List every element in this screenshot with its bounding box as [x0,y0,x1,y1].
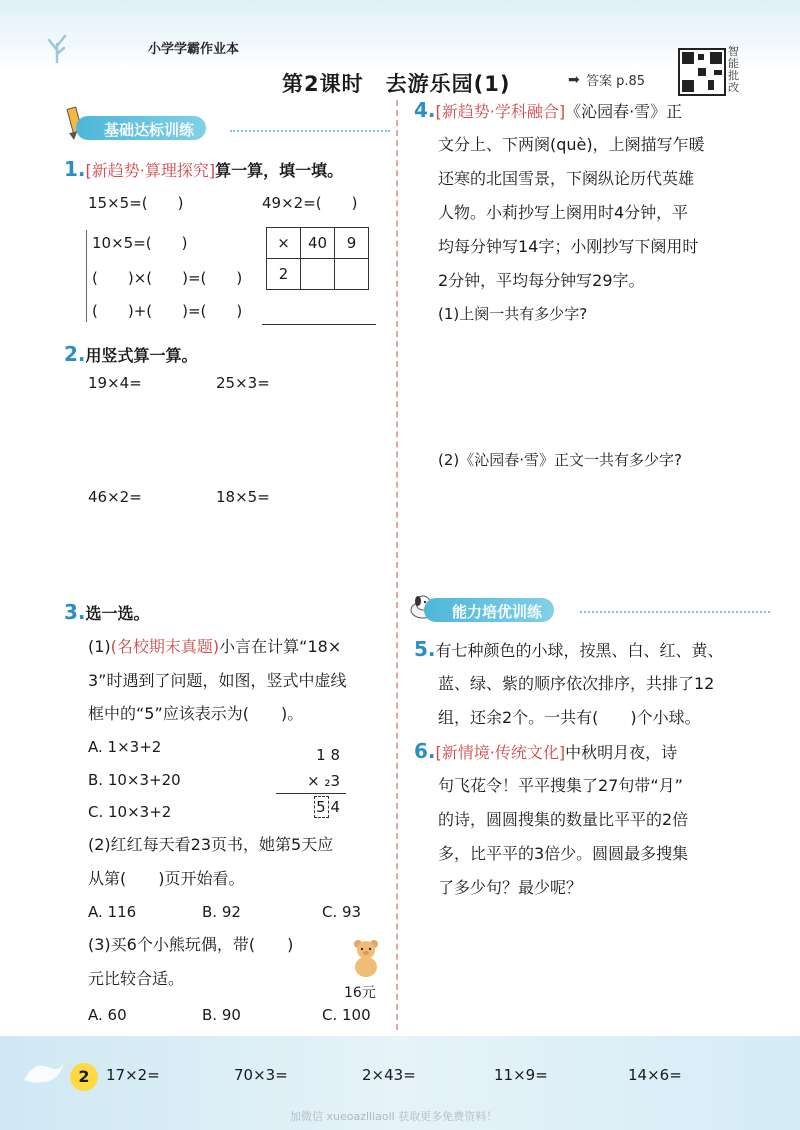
question-number: 2. [64,342,86,366]
section-header-advanced: 能力培优训练 [424,598,554,622]
question-text: 有七种颜色的小球，按黑、白、红、黄、 [435,641,724,660]
table-cell: × [267,228,301,259]
teddy-bear-icon [350,938,382,978]
calc-item: 46×2= [88,488,142,506]
question-number: 3. [64,600,86,624]
question-line: 人物。小莉抄写上阕用时4分钟，平 [438,203,689,222]
question-line: 的诗，圆圆搜集的数量比平平的2倍 [438,810,689,829]
sub-question: (1)上阕一共有多少字? [438,305,588,323]
calc-item: ( )+( )=( ) [92,302,243,320]
question-number: 1. [64,157,86,181]
question-line: 了多少句？最少呢？ [438,878,583,897]
vertical-calculation [276,742,346,820]
question-line: 组，还余2个。一共有( )个小球。 [438,708,701,727]
question-line: 句飞花令！平平搜集了27句带“月” [438,776,683,795]
option-c[interactable]: C. 10×3+2 [88,803,172,821]
question-line: (2)红红每天看23页书，她第5天应 [88,835,334,854]
question-line: 2分钟，平均每分钟写29字。 [438,271,645,290]
qr-caption: 智能批改 [728,45,739,94]
question-text: 《沁园春·雪》正 [565,102,683,121]
question-3 [64,596,150,630]
question-tag: [新趋势·学科融合] [435,102,566,121]
question-line: 蓝、绿、紫的顺序依次排序，共排了12 [438,674,715,693]
footer-calc: 14×6= [628,1066,682,1084]
question-tag: [新趋势·算理探究] [85,161,216,180]
calc-item: ( )×( )=( ) [92,269,243,287]
calc-item: 49×2=( ) [262,194,358,212]
option-b[interactable]: B. 92 [202,903,241,921]
question-line: 多，比平平的3倍少。圆圆最多搜集 [438,844,689,863]
footer-calc: 17×2= [106,1066,160,1084]
lesson-title: 第2课时 去游乐园(1) [282,72,511,96]
calc-item: 19×4= [88,374,142,392]
question-line: (3)买6个小熊玩偶，带( ) [88,935,294,954]
bird-decoration-icon [20,1050,66,1094]
question-number: 6. [414,739,436,763]
arrow-right-icon: ➡ [568,72,580,88]
watermark: 加微信 xueoazlliaoll 获取更多免费资料！ [290,1110,498,1123]
dashed-highlight-box [314,796,329,818]
sub-number: (1) [88,637,111,656]
question-text: 中秋明月夜，诗 [565,743,678,762]
multiplication-table [266,227,369,290]
option-a[interactable]: A. 60 [88,1006,127,1024]
qr-code-icon[interactable] [678,48,726,96]
question-text: 小言在计算“18× [219,637,342,656]
question-line: 框中的“5”应该表示为( )。 [88,704,304,723]
vert-row: × ₂3 [276,768,346,794]
tree-decoration-icon [40,30,74,68]
option-a[interactable]: A. 116 [88,903,137,921]
option-a[interactable]: A. 1×3+2 [88,738,162,756]
question-line: 3”时遇到了问题，如图，竖式中虚线 [88,671,347,690]
calc-item: 25×3= [216,374,270,392]
column-divider [396,100,398,1030]
section-header-basic: 基础达标训练 [76,116,206,140]
vert-row: 1 8 [316,746,340,764]
option-c[interactable]: C. 100 [322,1006,371,1024]
footer-calc: 70×3= [234,1066,288,1084]
question-number: 5. [414,637,436,661]
question-line: 元比较合适。 [88,969,185,988]
question-text: 用竖式算一算。 [85,346,198,365]
series-title: 小学学霸作业本 [148,42,240,57]
footer-calc: 2×43= [362,1066,416,1084]
table-cell[interactable] [335,259,369,290]
question-line: 均每分钟写14字；小刚抄写下阕用时 [438,237,699,256]
calc-item: 18×5= [216,488,270,506]
question-2 [64,338,198,372]
question-1 [64,153,343,187]
table-cell: 2 [267,259,301,290]
page-number: 2 [70,1063,98,1091]
option-b[interactable]: B. 10×3+20 [88,771,181,789]
sub-question: (2)《沁园春·雪》正文一共有多少字? [438,451,682,469]
calc-item: 10×5=( ) [92,234,188,252]
question-line: 文分上、下两阕(què)，上阕描写乍暖 [438,135,705,154]
question-line: 还寒的北国雪景，下阕纵论历代英雄 [438,169,695,188]
answer-line[interactable] [262,324,376,325]
question-line [88,630,341,663]
question-text: 选一选。 [85,604,150,623]
calc-item: 15×5=( ) [88,194,184,212]
answer-reference: 答案 p.85 [586,74,646,89]
question-tag: [新情境·传统文化] [435,743,566,762]
footer-calc: 11×9= [494,1066,548,1084]
vert-row: 5 4 [316,798,340,816]
option-b[interactable]: B. 90 [202,1006,241,1024]
option-c[interactable]: C. 93 [322,903,362,921]
question-tag: (名校期末真题) [110,637,220,656]
question-6 [414,735,677,769]
price-label: 16元 [344,985,376,1001]
question-5 [414,633,724,667]
bracket-line [86,230,87,322]
section-dotted-line [230,130,390,132]
question-line: 从第( )页开始看。 [88,869,245,888]
table-cell: 40 [301,228,335,259]
table-cell: 9 [335,228,369,259]
question-4 [414,94,682,128]
table-cell[interactable] [301,259,335,290]
question-text: 算一算，填一填。 [215,161,344,180]
section-dotted-line [580,611,770,613]
question-number: 4. [414,98,436,122]
